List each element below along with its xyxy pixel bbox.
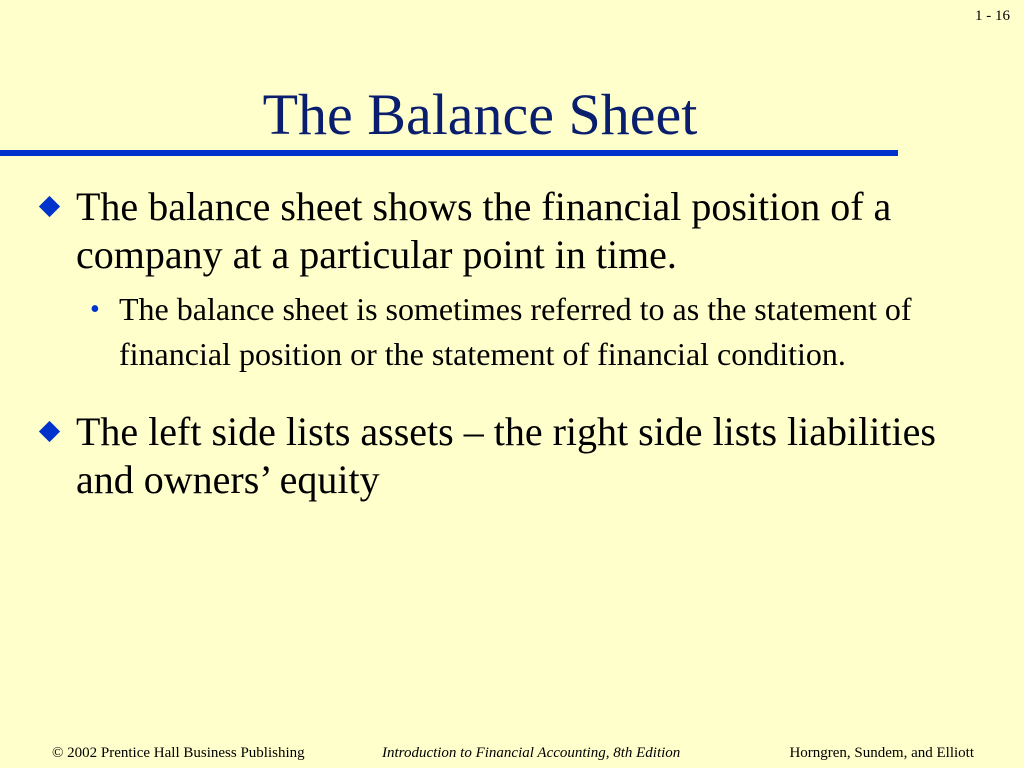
- title-underline: [0, 150, 898, 156]
- slide-number: 1 - 16: [975, 8, 1010, 24]
- dot-bullet-icon: •: [90, 294, 100, 325]
- diamond-bullet-icon: [39, 196, 60, 217]
- footer-authors: Horngren, Sundem, and Elliott: [789, 745, 974, 761]
- bullet-item: [0, 183, 1024, 279]
- diamond-bullet-icon: [39, 421, 60, 442]
- footer-copyright: © 2002 Prentice Hall Business Publishing: [52, 745, 305, 761]
- sub-bullet-item: [0, 287, 1024, 377]
- bullet-text: The left side lists assets – the right side lists liabilities and owners’ equity: [76, 409, 936, 502]
- sub-bullet-text: The balance sheet is sometimes referred to as the statement of financial position or the statement of financial condition.: [119, 291, 912, 372]
- bullet-text: The balance sheet shows the financial position of a company at a particular point in time.: [76, 184, 892, 277]
- slide-title: The Balance Sheet: [262, 82, 698, 147]
- bullet-list: [0, 183, 1024, 504]
- footer-book-title: Introduction to Financial Accounting, 8th Edition: [382, 745, 681, 761]
- bullet-item: [0, 408, 1024, 504]
